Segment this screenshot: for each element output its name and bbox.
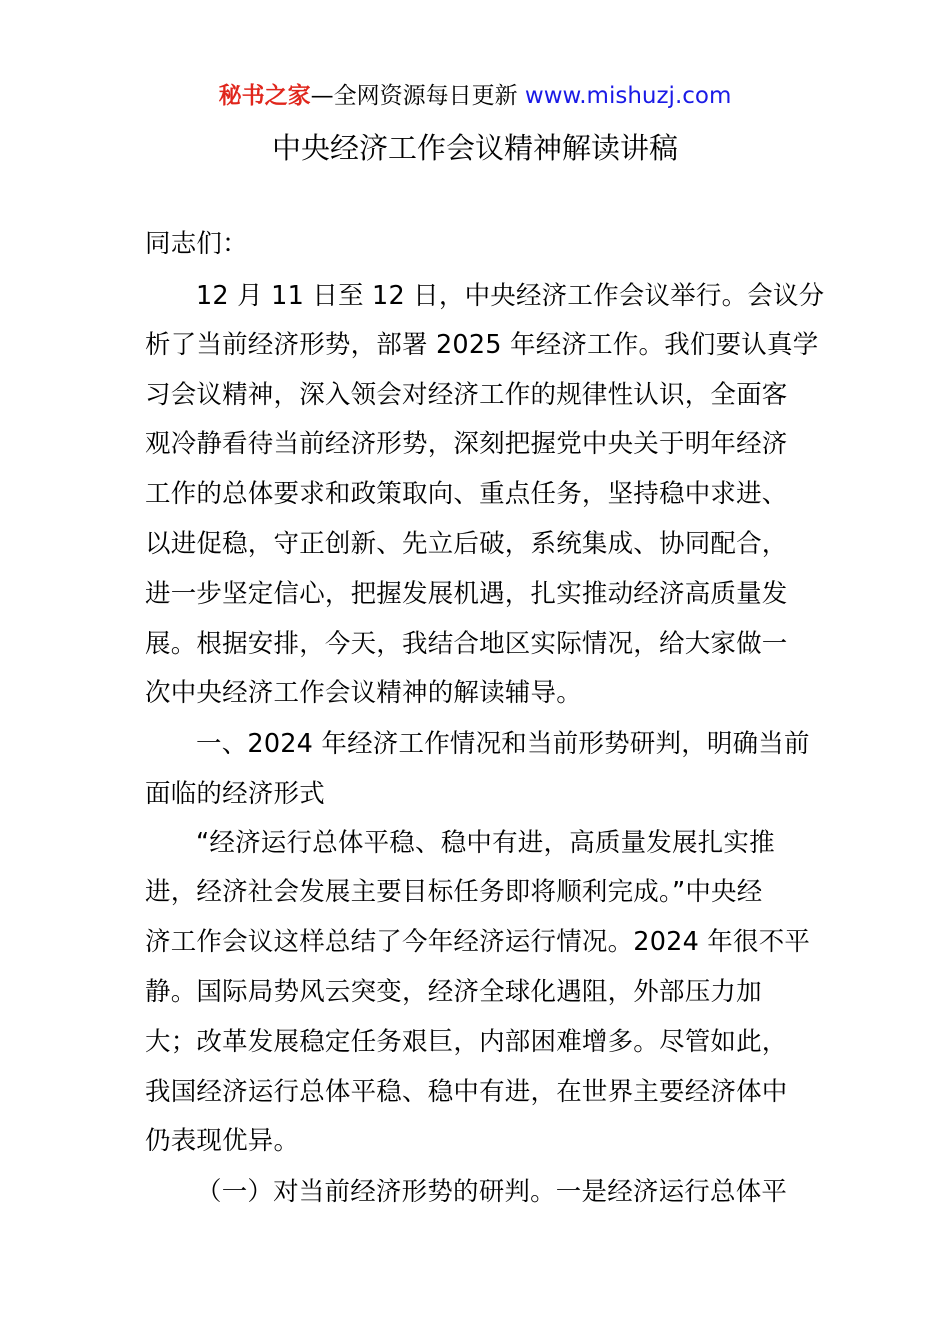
brand-name: 秘书之家 xyxy=(218,83,311,109)
section-heading-line: 一、2024 年经济工作情况和当前形势研判，明确当前 xyxy=(196,729,810,759)
body-line: 观冷静看待当前经济形势，深刻把握党中央关于明年经济 xyxy=(145,429,788,459)
site-url-link[interactable]: www.mishuzj.com xyxy=(524,83,732,109)
body-line: 大；改革发展稳定任务艰巨，内部困难增多。尽管如此， xyxy=(145,1027,788,1057)
subsection-line: （一）对当前经济形势的研判。一是经济运行总体平 xyxy=(196,1177,788,1207)
site-header xyxy=(0,78,950,114)
salutation: 同志们： xyxy=(145,229,248,259)
header-tagline: —全网资源每日更新 xyxy=(310,83,525,109)
body-line: 习会议精神，深入领会对经济工作的规律性认识，全面客 xyxy=(145,380,788,410)
document-title: 中央经济工作会议精神解读讲稿 xyxy=(271,131,678,165)
body-line: 济工作会议这样总结了今年经济运行情况。2024 年很不平 xyxy=(145,927,811,957)
section-heading-line: 面临的经济形式 xyxy=(145,779,325,809)
body-line: “经济运行总体平稳、稳中有进，高质量发展扎实推 xyxy=(196,828,775,858)
body-line: 12 月 11 日至 12 日，中央经济工作会议举行。会议分 xyxy=(196,281,825,311)
body-line: 析了当前经济形势，部署 2025 年经济工作。我们要认真学 xyxy=(145,330,819,360)
body-line: 展。根据安排，今天，我结合地区实际情况，给大家做一 xyxy=(145,629,788,659)
body-line: 静。国际局势风云突变，经济全球化遇阻，外部压力加 xyxy=(145,977,762,1007)
body-line: 以进促稳，守正创新、先立后破，系统集成、协同配合， xyxy=(145,529,788,559)
body-line: 仍表现优异。 xyxy=(145,1126,300,1156)
body-line: 进一步坚定信心，把握发展机遇，扎实推动经济高质量发 xyxy=(145,579,788,609)
body-line: 次中央经济工作会议精神的解读辅导。 xyxy=(145,678,582,708)
body-line: 进，经济社会发展主要目标任务即将顺利完成。”中央经 xyxy=(145,877,763,907)
body-line: 工作的总体要求和政策取向、重点任务，坚持稳中求进、 xyxy=(145,479,788,509)
body-line: 我国经济运行总体平稳、稳中有进，在世界主要经济体中 xyxy=(145,1077,788,1107)
